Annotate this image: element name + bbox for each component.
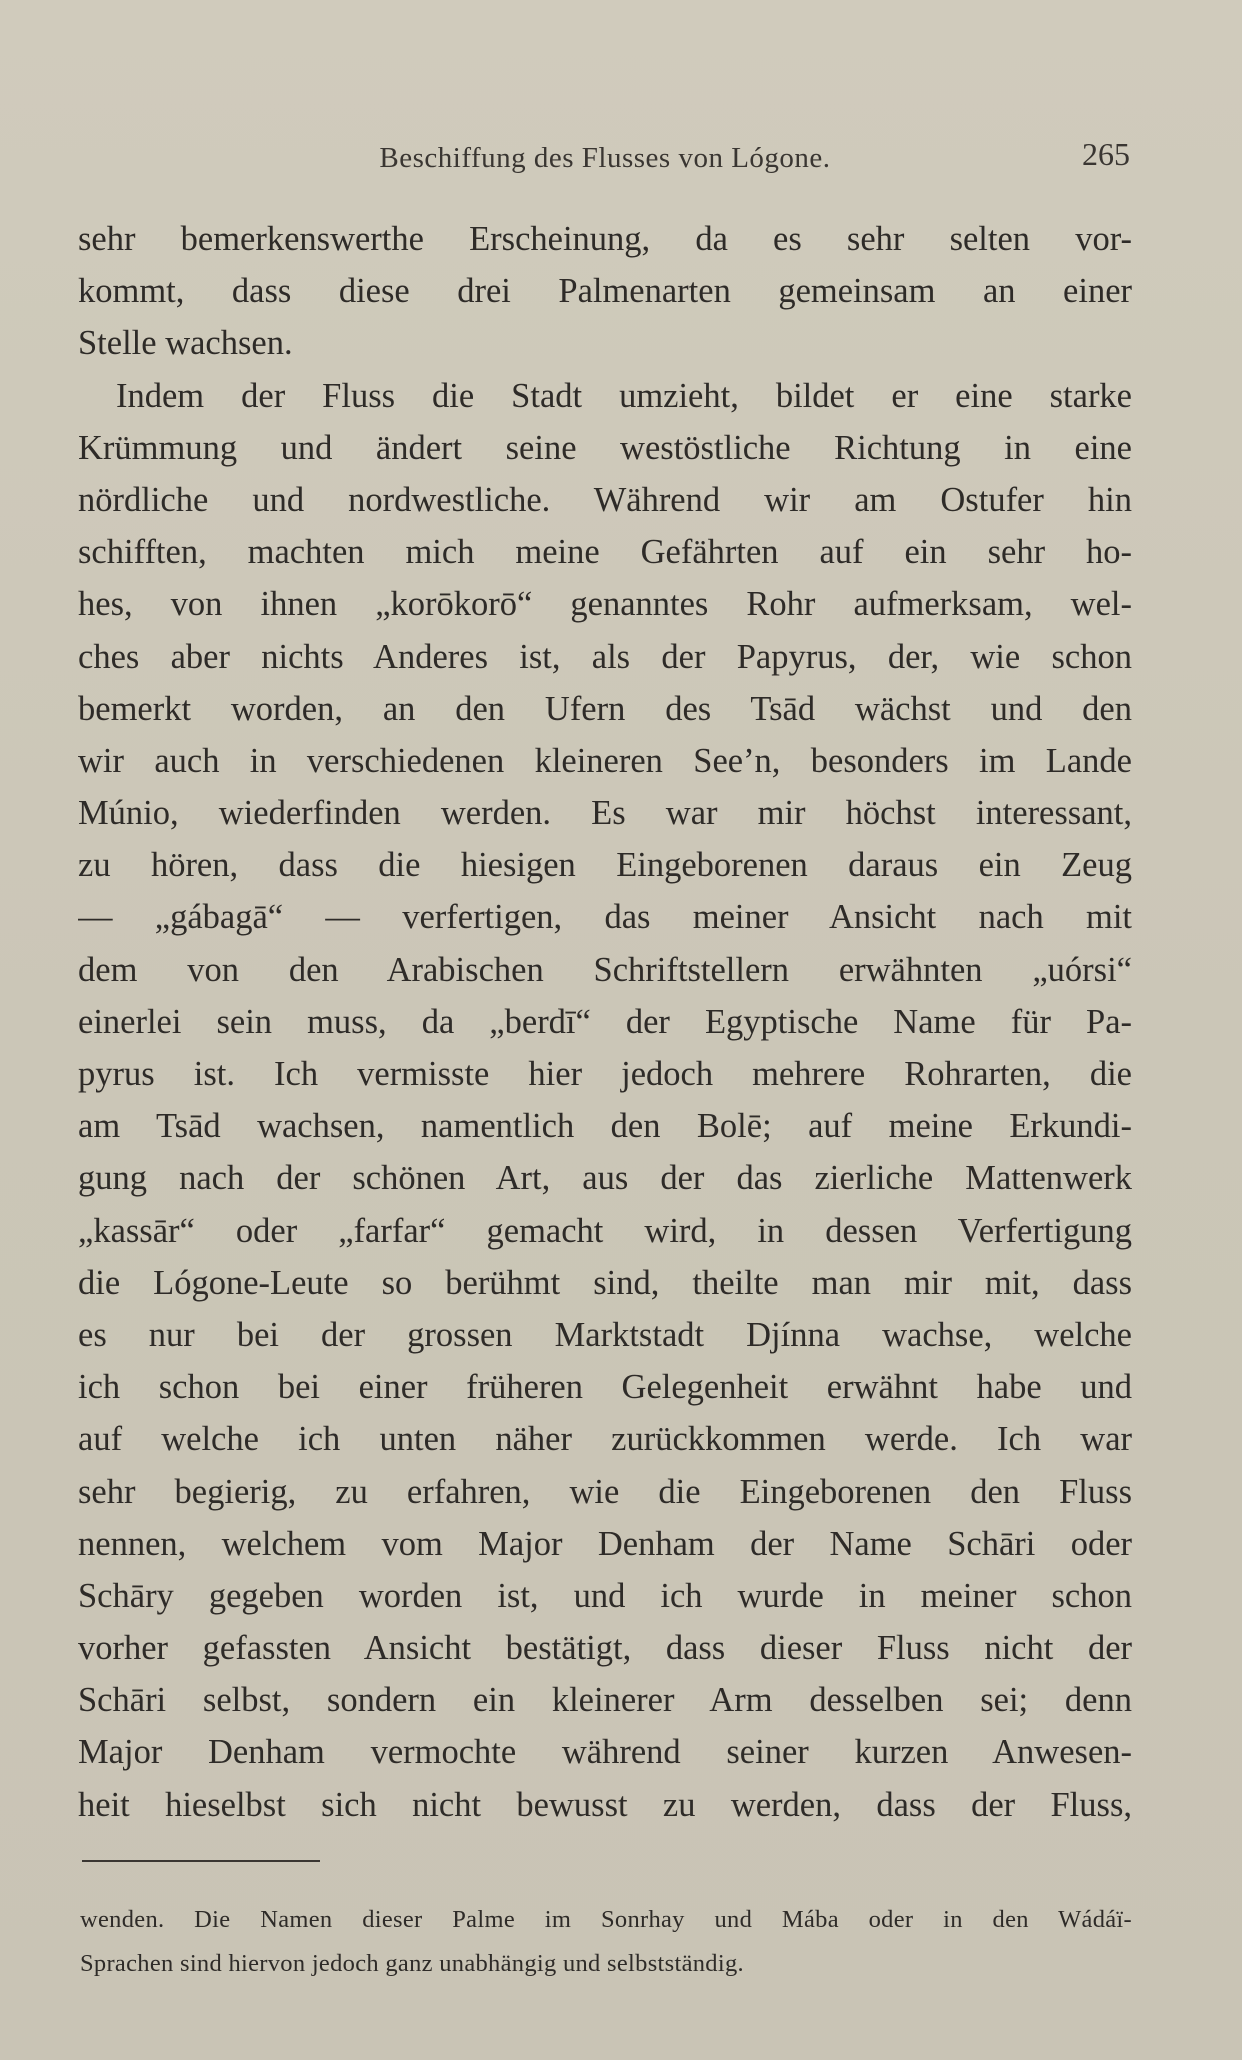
text-line: Major Denham vermochte während seiner kurzen Anwesen-	[78, 1733, 1132, 1772]
text-line: Stelle wachsen.	[78, 324, 293, 363]
running-header	[80, 136, 1130, 192]
text-line: zu hören, dass die hiesigen Eingeborenen daraus ein Zeug	[78, 846, 1132, 885]
text-line: hes, von ihnen „korōkorō“ genanntes Rohr aufmerksam, wel-	[78, 585, 1132, 624]
text-line: es nur bei der grossen Marktstadt Djínna wachse, welche	[78, 1315, 1132, 1354]
text-line: Múnio, wiederfinden werden. Es war mir höchst interessant,	[78, 794, 1132, 833]
text-line: schifften, machten mich meine Gefährten auf ein sehr ho-	[78, 533, 1132, 572]
text-line: bemerkt worden, an den Ufern des Tsād wächst und den	[78, 689, 1132, 728]
text-line: ich schon bei einer früheren Gelegenheit erwähnt habe und	[78, 1368, 1132, 1407]
text-line: sehr bemerkenswerthe Erscheinung, da es sehr selten vor-	[78, 220, 1132, 258]
text-line: nennen, welchem vom Major Denham der Name Schāri oder	[78, 1524, 1132, 1563]
text-line: — „gábagā“ — verfertigen, das meiner Ansicht nach mit	[78, 898, 1132, 937]
text-line: ches aber nichts Anderes ist, als der Papyrus, der, wie schon	[78, 637, 1132, 676]
body-text	[78, 213, 1132, 1831]
footnote-line: Sprachen sind hiervon jedoch ganz unabhängig und selbstständig.	[80, 1950, 744, 1977]
text-line: vorher gefassten Ansicht bestätigt, dass dieser Fluss nicht der	[78, 1629, 1132, 1668]
text-line: „kassār“ oder „farfar“ gemacht wird, in dessen Verfertigung	[78, 1211, 1132, 1250]
running-title: Beschiffung des Flusses von Lógone.	[379, 142, 831, 174]
text-line: dem von den Arabischen Schriftstellern erwähnten „uórsi“	[78, 950, 1132, 989]
text-line: nördliche und nordwestliche. Während wir am Ostufer hin	[78, 480, 1132, 519]
text-line: auf welche ich unten näher zurückkommen werde. Ich war	[78, 1420, 1132, 1459]
page-number: 265	[1082, 136, 1130, 172]
text-line: einerlei sein muss, da „berdī“ der Egyptische Name für Pa-	[78, 1002, 1132, 1041]
footnote	[80, 1898, 1132, 1986]
text-line: gung nach der schönen Art, aus der das zierliche Mattenwerk	[78, 1159, 1132, 1198]
text-line: sehr begierig, zu erfahren, wie die Eingeborenen den Fluss	[78, 1472, 1132, 1511]
text-line: Krümmung und ändert seine westöstliche Richtung in eine	[78, 428, 1132, 467]
text-line: heit hieselbst sich nicht bewusst zu werden, dass der Fluss,	[78, 1785, 1132, 1824]
text-line: wir auch in verschiedenen kleineren See’n, besonders im Lande	[78, 741, 1132, 780]
text-line: kommt, dass diese drei Palmenarten gemeinsam an einer	[78, 272, 1132, 311]
text-line: pyrus ist. Ich vermisste hier jedoch mehrere Rohrarten, die	[78, 1055, 1132, 1093]
text-line: Schāry gegeben worden ist, und ich wurde in meiner schon	[78, 1576, 1132, 1615]
footnote-divider	[82, 1860, 320, 1862]
footnote-line: wenden. Die Namen dieser Palme im Sonrhay und Mába oder in den Wádáï-	[80, 1906, 1132, 1933]
text-line: am Tsād wachsen, namentlich den Bolē; auf meine Erkundi-	[78, 1107, 1132, 1146]
text-line: Schāri selbst, sondern ein kleinerer Arm desselben sei; denn	[78, 1681, 1132, 1720]
text-line: die Lógone-Leute so berühmt sind, theilte man mir mit, dass	[78, 1263, 1132, 1302]
text-line: Indem der Fluss die Stadt umzieht, bildet er eine starke	[116, 376, 1132, 415]
